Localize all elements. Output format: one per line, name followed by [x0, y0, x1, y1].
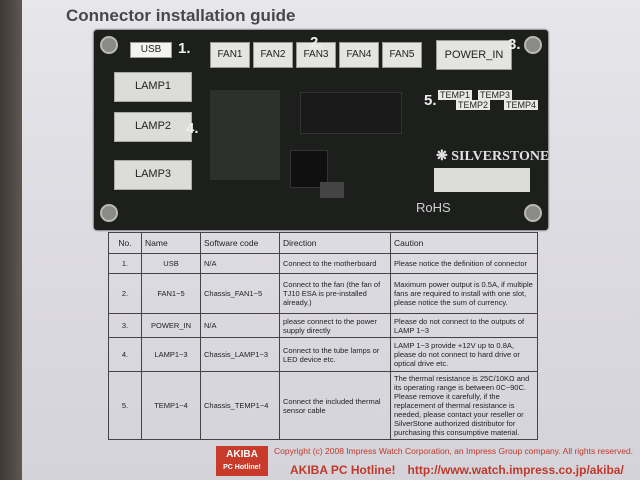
table-row — [109, 314, 538, 338]
column-header: No. — [109, 233, 142, 254]
akiba-logo — [216, 446, 268, 476]
column-header: Direction — [280, 233, 391, 254]
mounting-hole — [524, 36, 542, 54]
cell-caution: LAMP 1~3 provide +12V up to 0.8A, please do not connect to hard drive or optical drive etc. — [391, 338, 538, 372]
connector-table — [108, 232, 538, 440]
column-header: Caution — [391, 233, 538, 254]
cell-direction: please connect to the power supply directly — [280, 314, 391, 338]
callout-number: 5. — [424, 92, 437, 109]
fan3-connector: FAN3 — [296, 42, 336, 68]
fan1-connector: FAN1 — [210, 42, 250, 68]
temp4-connector: TEMP4 — [506, 100, 537, 110]
copyright-text: Copyright (c) 2008 Impress Watch Corporation, an Impress Group company. All rights reserved. — [274, 446, 634, 456]
cell-name: USB — [142, 254, 201, 274]
table-row — [109, 274, 538, 314]
callout-number: 2. — [310, 34, 323, 51]
cell-direction: Connect to the fan (the fan of TJ10 ESA is pre-installed already.) — [280, 274, 391, 314]
component-area — [210, 90, 280, 180]
table-row — [109, 254, 538, 274]
cell-name: LAMP1~3 — [142, 338, 201, 372]
mounting-hole — [100, 36, 118, 54]
cell-caution: The thermal resistance is 25C/10KΩ and its operating range is between 0C~90C. Please remove it carefully, if the replacement of thermal resistance is needed, please contact your reseller or SilverStone authorized distributor for purchasing this consumptive material. — [391, 372, 538, 440]
brand-name: SILVERSTONE — [451, 149, 550, 164]
cell-caution: Please notice the definition of connector — [391, 254, 538, 274]
cell-no: 3. — [109, 314, 142, 338]
rohs-mark: RoHS — [416, 200, 451, 215]
callout-number: 4. — [186, 120, 199, 137]
mounting-hole — [524, 204, 542, 222]
cell-code: Chassis_FAN1~5 — [201, 274, 280, 314]
cell-no: 4. — [109, 338, 142, 372]
cell-name: TEMP1~4 — [142, 372, 201, 440]
page-title: Connector installation guide — [66, 6, 296, 25]
fan4-connector: FAN4 — [339, 42, 379, 68]
table-header-row — [109, 233, 538, 254]
power-in-connector: POWER_IN — [436, 40, 512, 70]
cell-direction: Connect to the motherboard — [280, 254, 391, 274]
callout-number: 3. — [508, 36, 521, 53]
callout-number: 1. — [178, 40, 191, 57]
cell-name: POWER_IN — [142, 314, 201, 338]
cell-caution: Maximum power output is 0.5A, if multiple fans are required to install with one slot, please notice the sum of currency. — [391, 274, 538, 314]
usb-connector: USB — [130, 42, 172, 58]
hotline-url: AKIBA PC Hotline! http://www.watch.impress.co.jp/akiba/ — [290, 463, 624, 477]
cell-code: Chassis_TEMP1~4 — [201, 372, 280, 440]
lamp3-connector: LAMP3 — [114, 160, 192, 190]
cell-no: 2. — [109, 274, 142, 314]
fan5-connector: FAN5 — [382, 42, 422, 68]
lamp2-connector: LAMP2 — [114, 112, 192, 142]
table-row — [109, 372, 538, 440]
lamp1-connector: LAMP1 — [114, 72, 192, 102]
table-row — [109, 338, 538, 372]
fan2-connector: FAN2 — [253, 42, 293, 68]
cell-direction: Connect to the tube lamps or LED device etc. — [280, 338, 391, 372]
temp1-connector: TEMP1 — [440, 90, 471, 100]
column-header: Name — [142, 233, 201, 254]
cell-name: FAN1~5 — [142, 274, 201, 314]
cell-code: N/A — [201, 314, 280, 338]
temp2-connector: TEMP2 — [458, 100, 489, 110]
cell-no: 5. — [109, 372, 142, 440]
logo-bottom-text: PC Hotline! — [223, 464, 261, 471]
header-pins — [320, 182, 344, 198]
cell-caution: Please do not connect to the outputs of LAMP 1~3 — [391, 314, 538, 338]
cell-direction: Connect the included thermal sensor cable — [280, 372, 391, 440]
brand-logo: ❋ SILVERSTONE — [436, 149, 550, 164]
cell-no: 1. — [109, 254, 142, 274]
column-header: Software code — [201, 233, 280, 254]
cell-code: N/A — [201, 254, 280, 274]
cell-code: Chassis_LAMP1~3 — [201, 338, 280, 372]
logo-top-text: AKIBA — [226, 449, 258, 460]
board-label — [434, 168, 530, 192]
mounting-hole — [100, 204, 118, 222]
regulator-row — [300, 92, 402, 134]
temp3-connector: TEMP3 — [480, 90, 511, 100]
